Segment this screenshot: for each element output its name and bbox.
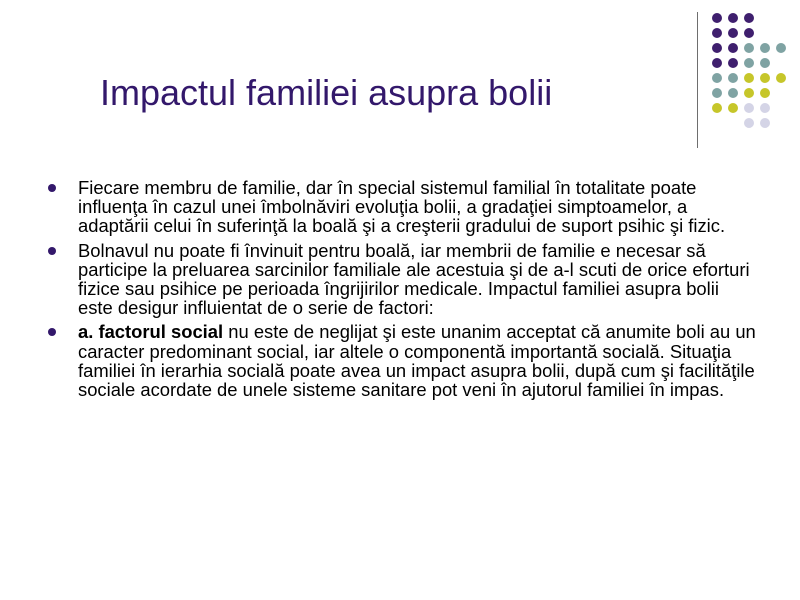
decorative-dot: [712, 73, 722, 83]
bullet-item: [48, 178, 758, 236]
decorative-dot: [712, 43, 722, 53]
bullet-text: Bolnavul nu poate fi învinuit pentru boală, iar membrii de familie e necesar să participe la preluarea sarcinilor familiale ale acestuia şi de a-l scuti de orice eforturi fizice sau psihice pe perioada îngrijirilor medicale. Impactul familiei asupra bolii este desigur influientat de o serie de factori:: [78, 239, 750, 319]
decorative-dot: [728, 88, 738, 98]
decorative-dot: [712, 58, 722, 68]
decorative-dot: [728, 73, 738, 83]
bullet-text: nu este de neglijat şi este unanim acceptat că anumite boli au un caracter predominant social, iar altele o componentă importantă socială. Situaţia familiei în ierarhia socială poate avea un impact asupra bolii, după cum şi facilităţile sociale acordate de unele sisteme sanitare pot veni în ajutorul familiei în impas.: [78, 321, 756, 401]
decorative-dot: [744, 28, 754, 38]
bullet-item: [48, 322, 758, 399]
decorative-dot: [712, 13, 722, 23]
decorative-dot: [728, 13, 738, 23]
decorative-dot: [744, 58, 754, 68]
decorative-dot: [728, 103, 738, 113]
decorative-dot: [760, 73, 770, 83]
decorative-divider-line: [697, 12, 698, 148]
slide-title: Impactul familiei asupra bolii: [100, 72, 553, 113]
decorative-dot: [776, 43, 786, 53]
decorative-dot: [744, 43, 754, 53]
decorative-dot: [744, 13, 754, 23]
decorative-dot: [728, 43, 738, 53]
decorative-dot: [712, 88, 722, 98]
decorative-dot: [728, 28, 738, 38]
bullet-bold-text: a. factorul social: [78, 321, 224, 343]
bullet-icon: [48, 184, 56, 192]
decorative-dot: [744, 103, 754, 113]
decorative-dot: [712, 28, 722, 38]
decorative-dot: [760, 88, 770, 98]
decorative-dot: [712, 103, 722, 113]
decorative-dot: [728, 58, 738, 68]
decorative-dot: [744, 88, 754, 98]
decorative-dot: [744, 73, 754, 83]
decorative-dot: [760, 43, 770, 53]
bullet-text: Fiecare membru de familie, dar în special sistemul familial în totalitate poate influenţa în cazul unei îmbolnăviri evoluţia bolii, a gradaţiei simptoamelor, a adaptării celui în suferinţă la boală şi a creşterii gradului de suport psihic şi fizic.: [78, 177, 726, 237]
bullet-item: [48, 241, 758, 318]
bullet-icon: [48, 247, 56, 255]
decorative-dot-grid: [0, 0, 800, 140]
decorative-dot: [760, 58, 770, 68]
decorative-dot: [760, 103, 770, 113]
decorative-dot: [776, 73, 786, 83]
decorative-dot: [744, 118, 754, 128]
bullet-icon: [48, 328, 56, 336]
decorative-dot: [760, 118, 770, 128]
slide-body: [48, 178, 758, 404]
